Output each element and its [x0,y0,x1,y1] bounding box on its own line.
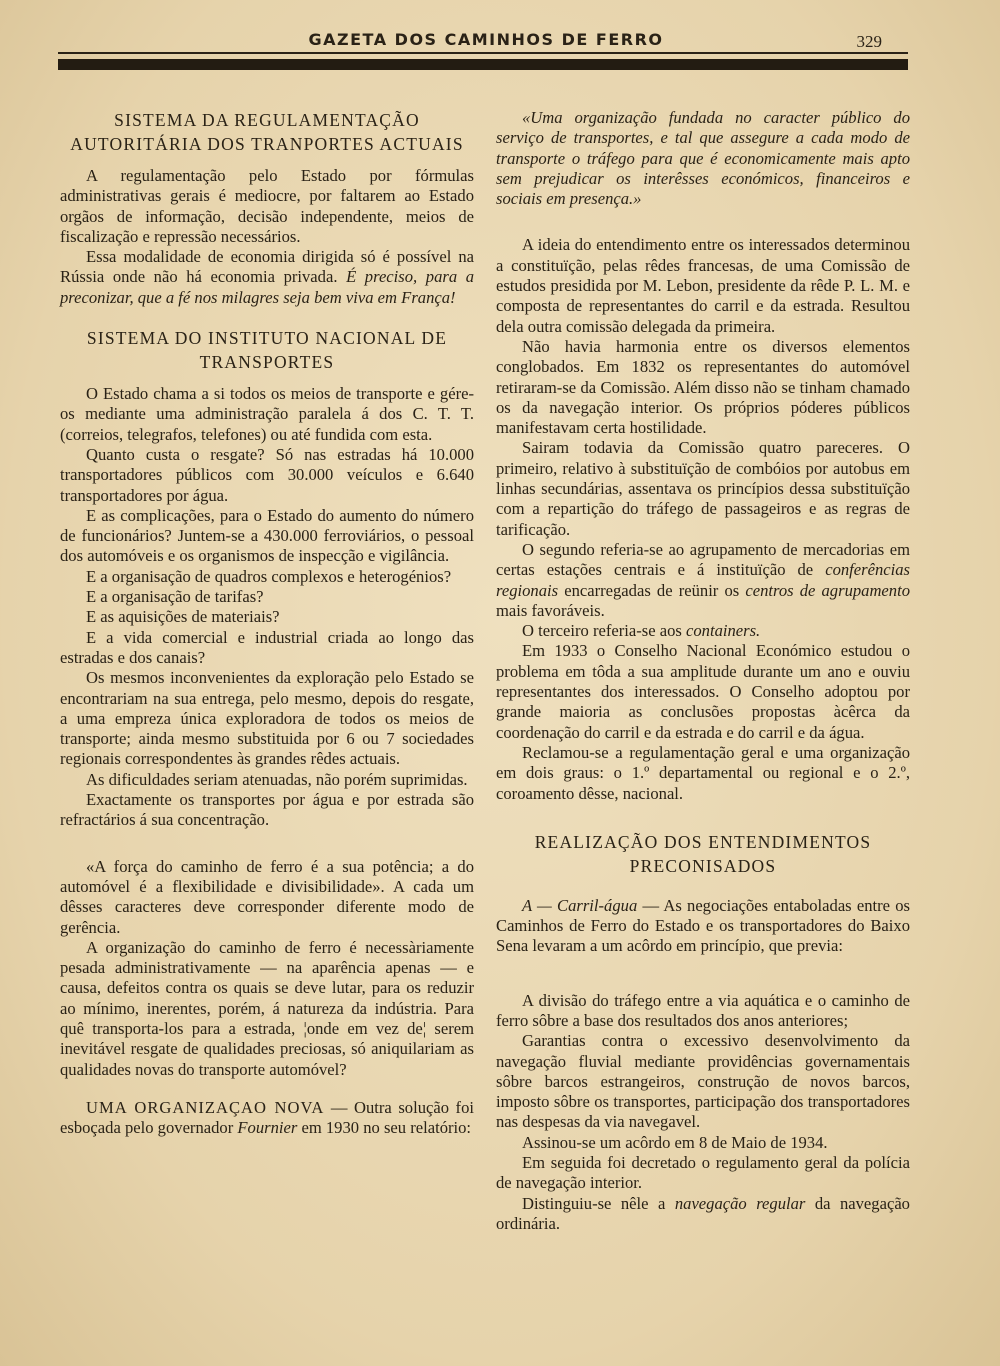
paragraph: Exactamente os transportes por água e por estrada são refractários á sua concentração. [60,790,474,830]
paragraph: UMA ORGANIZAÇAO NOVA — Outra solução foi esboçada pelo governador Fournier em 1930 no seu relatório: [60,1097,474,1138]
paragraph: Não havia harmonia entre os diversos elementos conglobados. Em 1832 os representantes do automóvel retiraram-se da Comissão. Além disso não se tinham chamado os da navegação interior. Os próprios póderes públicos manifestavam certa hostilidade. [496,336,910,438]
paragraph: A organização do caminho de ferro é necessàriamente pesada administrativamente — na aparência apenas — e causa, defeitos contra os quais se deve lutar, para os reduzir ao mínimo, inerentes, porém, á natureza da indústria. Para quê transporta-los para a estrada, ¦onde em vez de¦ serem inevitável resgate de qualidades preciosas, só aniquilariam as qualidades novas do transporte automóvel? [60,937,474,1079]
paragraph: A ideia do entendimento entre os interessados determinou a constituïção, pelas rêdes francesas, de uma Comissão de estudos presidida por M. Lebon, presidente da rêde P. L. M. e composta de representantes do carril e da estrada. Resultou dela outra comissão delegada da primeira. [496,235,910,336]
section-heading-instituto: SISTEMA DO INSTITUTO NACIONAL DE TRANSPORTES [86,328,448,373]
paragraph: E a vida comercial e industrial criada ao longo das estradas e dos canais? [60,627,474,667]
italic-text: É preciso, para a preconizar, que a fé nos milagres seja bem viva em França! [60,267,475,307]
paragraph: E a organisação de tarifas? [86,587,264,607]
paragraph: Em seguida foi decretado o regulamento geral da polícia de navegação interior. [496,1153,910,1193]
italic-name: Fournier [237,1118,298,1138]
paragraph: A divisão do tráfego entre a via aquática e o caminho de ferro sôbre a base dos resultados dos anos anteriores; [496,990,910,1030]
paragraph: E as complicações, para o Estado do aumento do número de funcionários? Juntem-se a 430.000 ferroviários, o pessoal dos automóveis e os organismos de inspecção e vigilância. [60,505,474,566]
paragraph: Assinou-se um acôrdo em 8 de Maio de 1934. [522,1132,828,1152]
paragraph: Sairam todavia da Comissão quatro pareceres. O primeiro, relativo à substituïção de combóios por autobus em linhas secundárias, assentava os princípios dessa substituïção com a repartição do tráfego de passageiros e as regras de tarificação. [496,438,910,539]
left-column [60,108,474,1138]
paragraph: Reclamou-se a regulamentação geral e uma organização em dois graus: o 1.º departamental ou regional e o 2.º, coroamento dêsse, nacional. [496,742,910,803]
paragraph: As dificuldades seriam atenuadas, não porém suprimidas. [86,769,468,789]
paragraph: O terceiro referia-se aos containers. [522,621,761,641]
paragraph: E as aquisições de materiais? [86,607,280,627]
header-rule-thick [58,59,908,70]
page-number: 329 [856,32,882,51]
publication-title: GAZETA DOS CAMINHOS DE FERRO [308,30,664,49]
paragraph: A — Carril-água — As negociações entaboladas entre os Caminhos de Ferro do Estado e os transportadores do Baixo Sena levaram a um acôrdo em princípio, que previa: [496,895,910,956]
paragraph: O segundo referia-se ao agrupamento de mercadorias em certas estações centrais e á instituïção de conferências regionais encarregadas de reünir os centros de agrupamento mais favoráveis. [496,539,911,620]
paragraph: Essa modalidade de economia dirigida só é possível na Rússia onde não há economia privada. É preciso, para a preconizar, que a fé nos milagres seja bem viva em França! [60,247,475,307]
run-in-heading: A — Carril-água [522,895,638,915]
paragraph: Garantias contra o excessivo desenvolvimento da navegação fluvial mediante providências governamentais sôbre barcos estrangeiros, construção de novos barcos, imposto sôbre os transportes, participação dos transportadores nas despesas da via navegavel. [496,1031,910,1132]
paragraph: A regulamentação pelo Estado por fórmulas administrativas gerais é mediocre, por faltarem ao Estado orgãos de informação, decisão independente, meios de fiscalização e repressão necessários. [60,166,474,246]
paragraph: Em 1933 o Conselho Nacional Económico estudou o problema em tôda a sua amplitude durante um ano e ouviu representantes dos interessados. O Conselho adoptou por grande maioria as conclusões propostas àcêrca da coordenação do carril e da estrada e do carril e da água. [496,641,910,742]
block-quote: «Uma organização fundada no caracter público do serviço de transportes, e tal que assegure a cada modo de transporte o tráfego para que é economicamente mais apto sem prejudicar os interêsses económicos, financeiros e sociais em presença.» [496,108,910,209]
section-heading-regulamentacao: SISTEMA DA REGULAMENTAÇÃO AUTORITÁRIA DOS TRANPORTES ACTUAIS [70,110,464,154]
paragraph: Os mesmos inconvenientes da exploração pelo Estado se encontrariam na sua entrega, pelo mesmo, depois do resgate, a uma empreza única exploradora de todos os meios de transporte; ainda mesmo substituida por 6 ou 7 sociedades regionais correspondentes às grandes rêdes actuais. [60,668,474,769]
paragraph: O Estado chama a si todos os meios de transporte e gére-os mediante uma administração paralela á dos C. T. T. (correios, telegrafos, telefones) ou até fundida com esta. [60,384,474,444]
section-heading-realizacao: REALIZAÇÃO DOS ENTENDIMENTOS PRECONISADOS [534,831,872,876]
header-rule-thin [58,52,908,54]
right-column [496,108,910,1234]
paragraph: Distinguiu-se nêle a navegação regular da navegação ordinária. [496,1193,910,1233]
paragraph: Quanto custa o resgate? Só nas estradas há 10.000 transportadores públicos com 30.000 veículos e 6.640 transportadores por água. [60,444,474,505]
run-in-heading: UMA ORGANIZAÇAO NOVA [86,1097,325,1117]
quotation: «A força do caminho de ferro é a sua potência; a do automóvel é a flexibilidade e divisibilidade». A cada um dêsses caracteres deve corresponder diferente modo de gerência. [60,856,474,937]
paragraph: E a organisação de quadros complexos e heterogénios? [86,566,452,586]
page-header [58,28,914,50]
